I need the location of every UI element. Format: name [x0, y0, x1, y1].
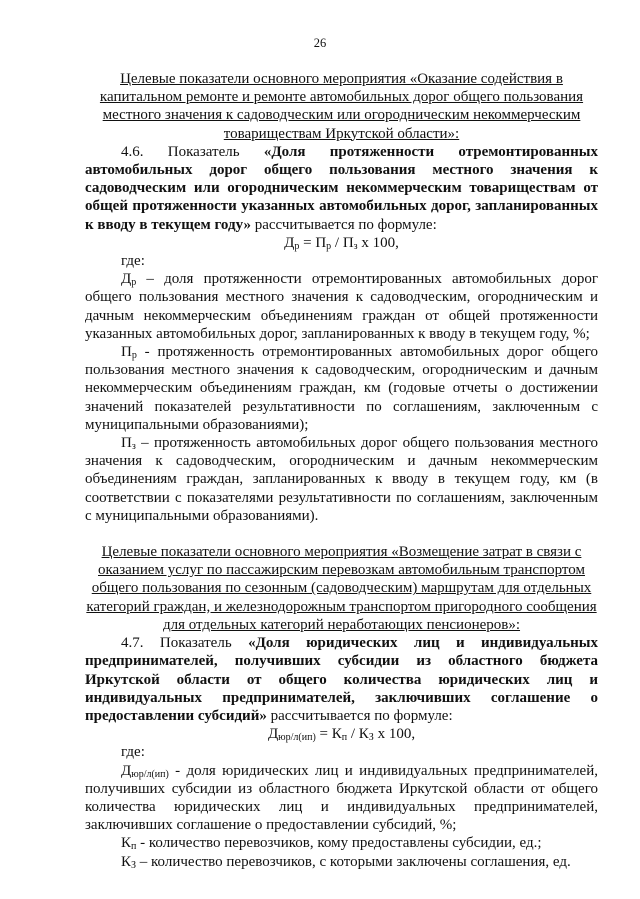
heading-line: местного значения к садоводческим или огородническим некоммерческим — [102, 107, 581, 124]
section-gap — [85, 525, 598, 543]
indicator-line: к вводу в текущем году» рассчитывается по формуле: — [85, 216, 437, 233]
indicator-4-6 — [85, 143, 598, 234]
where-label: где: — [121, 253, 145, 270]
definition-pz: $П_з$ – протяженность автомобильных дорог общего пользования местного значения к садоводческим, огородническим и дачным некоммерческим объединениям граждан, запланированных к вводу в текущем году, км (в соответствии с показателями результативности по соглашениям, заключенным с муниципальными образованиями). — [85, 435, 598, 524]
definition-dp: $Д_р$ – доля протяженности отремонтированных автомобильных дорог общего пользования местного значения к садоводческим, огородническим и дачным некоммерческим объединениям граждан от общей протяженности указанных автомобильных дорог, запланированных к вводу в текущем году, %; — [85, 271, 598, 342]
indicator-line: предпринимателей, получивших субсидии из областного бюджета — [85, 653, 598, 670]
heading-line: товариществам Иркутской области»: — [223, 125, 460, 142]
indicator-line: автомобильных дорог общего пользования местного значения к — [85, 162, 598, 179]
heading-line: капитальном ремонте и ремонте автомобильных дорог общего пользования — [99, 89, 584, 106]
indicator-line: 4.6. Показатель «Доля протяженности отремонтированных — [121, 143, 598, 160]
definition-pp: $П_р$ - протяженность отремонтированных автомобильных дорог общего пользования местного значения к садоводческим, огородническим и дачным некоммерческим объединениям граждан, км (годовые отчеты о достижении значений показателей результативности по соглашениям, заключенным с муниципальными образованиями); — [85, 344, 598, 433]
indicator-line: общей протяженности указанных автомобильных дорог, запланированных — [85, 198, 598, 215]
heading-line: общего пользования по сезонным (садоводческим) маршрутам для отдельных — [91, 580, 592, 597]
definition-kz: $К_З$ – количество перевозчиков, с которыми заключены соглашения, ед. — [121, 853, 571, 871]
formula-road-share: $Д_р = П_р / П_з$ х 100, — [284, 234, 399, 252]
indicator-line: индивидуальных предпринимателей, заключивших соглашение о — [85, 689, 598, 706]
where-label: где: — [121, 744, 145, 761]
heading-line: Целевые показатели основного мероприятия «Оказание содействия в — [120, 71, 563, 87]
section-heading-road-repair — [85, 70, 598, 143]
indicator-4-7 — [85, 634, 598, 725]
heading-line: Целевые показатели основного мероприятия «Возмещение затрат в связи с — [101, 544, 582, 561]
indicator-line: предоставлении субсидий» рассчитывается по формуле: — [85, 707, 453, 724]
definition-d-entities: $Д_{юр/л(ип)}$ - доля юридических лиц и индивидуальных предпринимателей, получивших субсидии из областного бюджета Иркутской области от общего количества юридических лиц и индивидуальных предпринимателей, заключивших соглашение о предоставлении субсидий, %; — [85, 762, 598, 834]
page-content — [85, 70, 598, 871]
heading-line: оказанием услуг по пассажирским перевозкам автомобильным транспортом — [98, 562, 585, 579]
indicator-line: садоводческим или огородническим некоммерческим товариществам от — [85, 180, 598, 197]
indicator-line: 4.7. Показатель «Доля юридических лиц и индивидуальных — [121, 635, 598, 652]
page-number: 26 — [313, 36, 327, 50]
definition-kp: $К_п$ - количество перевозчиков, кому предоставлены субсидии, ед.; — [121, 835, 542, 853]
heading-line: для отдельных категорий неработающих пенсионеров»: — [162, 616, 521, 633]
heading-line: категорий граждан, и железнодорожным транспортом пригородного сообщения — [86, 598, 597, 615]
section-heading-transport-compensation — [85, 543, 598, 634]
formula-entity-share: $Д_{юр/л(ип)} = К_п / К_З$ х 100, — [267, 726, 416, 744]
indicator-line: Иркутской области от общего количества юридических лиц и — [85, 671, 598, 688]
